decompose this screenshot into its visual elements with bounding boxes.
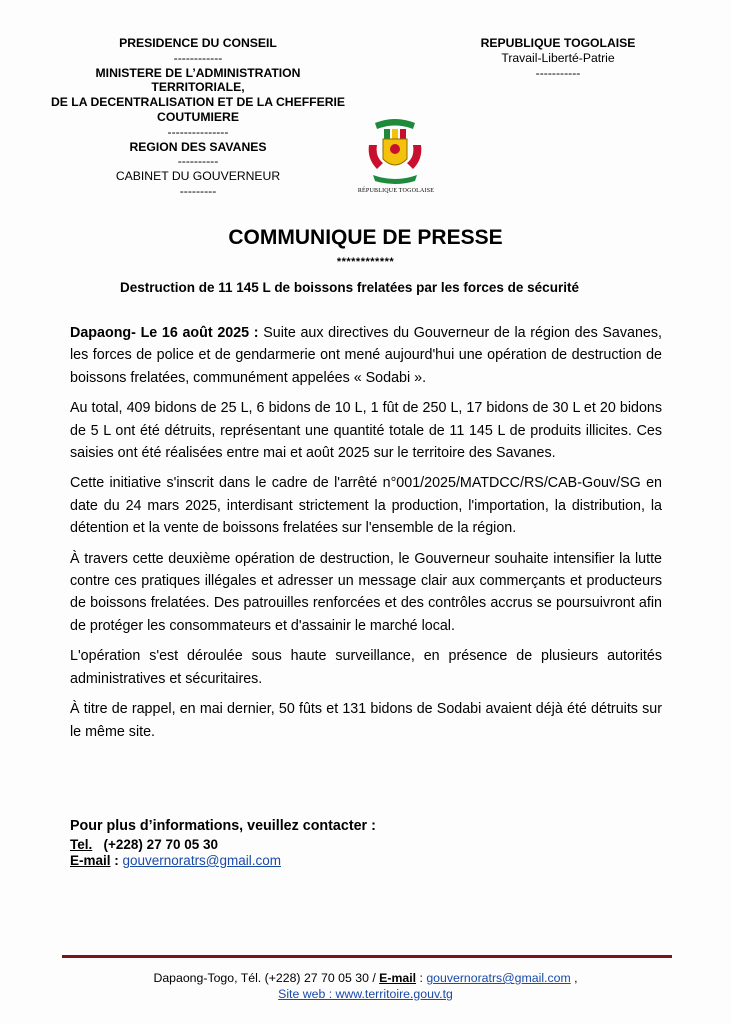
paragraph: Au total, 409 bidons de 25 L, 6 bidons de 10 L, 1 fût de 250 L, 17 bidons de 30 L et 20 bidons de 5 L ont été détruits, représentant une quantité totale de 11 145 L de produits illicites. Ces saisies ont été réalisées entre mai et août 2025 sur le territoire des Savanes. bbox=[70, 400, 662, 462]
press-release-body bbox=[70, 322, 662, 751]
separator: ---------- bbox=[177, 154, 219, 169]
footer-website-link[interactable]: Site web : www.territoire.gouv.tg bbox=[278, 987, 453, 1001]
ministere-line-2: DE LA DECENTRALISATION ET DE LA CHEFFERIE bbox=[50, 95, 346, 110]
footer-rule bbox=[62, 955, 672, 958]
cabinet-heading: CABINET DU GOUVERNEUR bbox=[115, 169, 281, 184]
devise: Travail-Liberté-Patrie bbox=[501, 50, 615, 65]
footer-line-1 bbox=[0, 970, 731, 986]
contact-email bbox=[70, 853, 470, 870]
presidence-heading: PRESIDENCE DU CONSEIL bbox=[119, 36, 277, 50]
separator: --------- bbox=[179, 183, 217, 198]
email-link[interactable]: gouvernoratrs@gmail.com bbox=[122, 853, 282, 868]
coat-of-arms-icon bbox=[363, 115, 427, 187]
email-label: E-mail bbox=[70, 853, 111, 868]
email-separator: : bbox=[110, 853, 123, 868]
paragraph: À travers cette deuxième opération de destruction, le Gouverneur souhaite intensifier la lutte contre ces pratiques illégales et adresser un message clair aux commerçants et producteurs de boissons frelatées. Des patrouilles renforcées et des contrôles accrus se poursuivront afin de protéger les consommateurs et d'assainir le marché local. bbox=[70, 550, 662, 634]
emblem-caption: RÉPUBLIQUE TOGOLAISE bbox=[357, 188, 435, 194]
header-right bbox=[452, 36, 664, 80]
paragraph: Cette initiative s'inscrit dans le cadre de l'arrêté n°001/2025/MATDCC/RS/CAB-Gouv/SG en date du 24 mars 2025, interdisant strictement la production, l'importation, la distribution, la détention et la vente de boissons frelatées sur l'ensemble de la région. bbox=[70, 475, 662, 537]
paragraph: L'opération s'est déroulée sous haute surveillance, en présence de plusieurs autorités administratives et sécuritaires. bbox=[70, 648, 662, 687]
footer-email-separator: : bbox=[416, 971, 427, 985]
paragraph-text: Suite aux directives du Gouverneur de la région des Savanes, les forces de police et de gendarmerie ont mené aujourd'hui une opération de destruction de boissons frelatées, communément appelées « Sodabi ». bbox=[70, 325, 662, 386]
footer-line-2 bbox=[0, 986, 731, 1002]
title-stars: ************ bbox=[336, 256, 395, 268]
ministere-line-1: MINISTERE DE L’ADMINISTRATION TERRITORIALE, bbox=[95, 65, 301, 95]
page-footer bbox=[0, 970, 731, 1002]
ministere-line-3: COUTUMIERE bbox=[157, 109, 239, 124]
paragraph: À titre de rappel, en mai dernier, 50 fûts et 131 bidons de Sodabi avaient déjà été détruits sur le même site. bbox=[70, 701, 662, 740]
contact-phone bbox=[70, 837, 470, 854]
republique-heading: REPUBLIQUE TOGOLAISE bbox=[480, 36, 636, 50]
tel-value: (+228) 27 70 05 30 bbox=[103, 836, 218, 852]
separator: ------------ bbox=[173, 50, 223, 65]
paragraph bbox=[70, 322, 662, 389]
footer-address: Dapaong-Togo, Tél. (+228) 27 70 05 30 / bbox=[153, 971, 380, 985]
contact-block bbox=[70, 818, 470, 870]
footer-suffix: , bbox=[570, 971, 578, 985]
document-subtitle: Destruction de 11 145 L de boissons frelatées par les forces de sécurité bbox=[120, 280, 579, 295]
tel-label: Tel. bbox=[70, 836, 93, 852]
footer-email-label: E-mail bbox=[379, 971, 417, 985]
document-title: COMMUNIQUE DE PRESSE bbox=[228, 226, 503, 249]
separator: ----------- bbox=[535, 65, 581, 80]
footer-email-link[interactable]: gouvernoratrs@gmail.com bbox=[426, 971, 571, 985]
separator: --------------- bbox=[167, 124, 229, 139]
contact-label: Pour plus d’informations, veuillez contacter : bbox=[70, 818, 376, 834]
region-heading: REGION DES SAVANES bbox=[129, 139, 267, 154]
header-left bbox=[50, 36, 346, 199]
dateline: Dapaong- Le 16 août 2025 : bbox=[70, 325, 259, 341]
